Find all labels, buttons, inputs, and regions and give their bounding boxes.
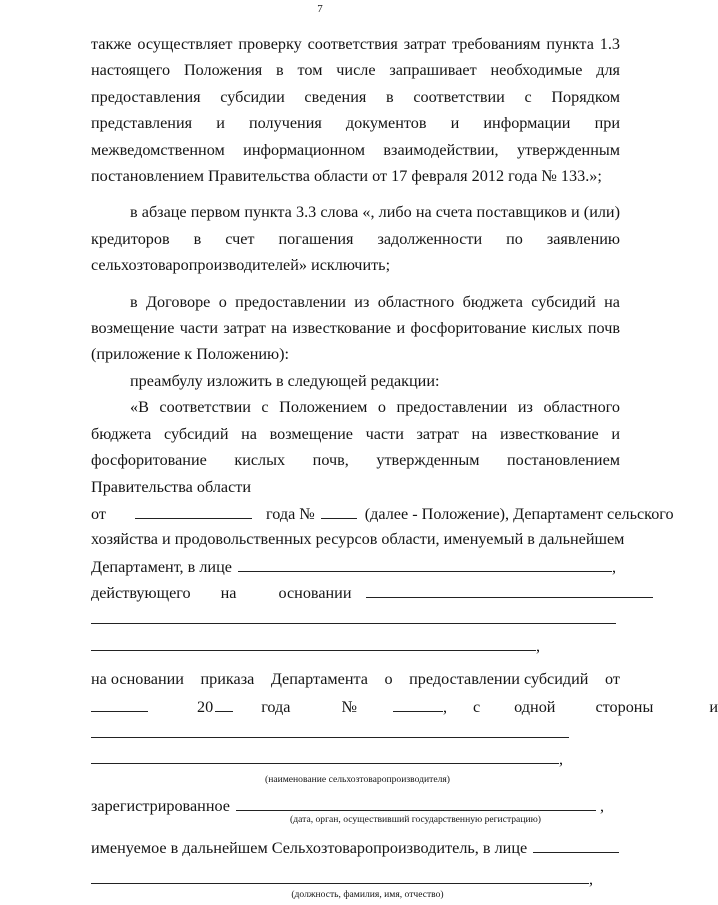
side-one: одной: [514, 697, 556, 716]
producer-representative-field[interactable]: [533, 834, 619, 853]
order-word: о: [384, 670, 393, 689]
form-row-named: [91, 834, 620, 860]
registered-label: зарегистрированное: [91, 796, 230, 815]
form-row-producer-1: [91, 719, 620, 745]
comma: ,: [611, 557, 616, 576]
basis-field[interactable]: [366, 579, 653, 598]
named-label: именуемое в дальнейшем Сельхозтоваропроизводитель, в лице: [91, 839, 528, 858]
form-row-blank-2: [91, 632, 620, 658]
form-row-order-date: [91, 693, 718, 719]
acting-on-label: на: [220, 584, 237, 603]
basis-continuation-field-2[interactable]: [91, 632, 536, 651]
and-word: и: [709, 697, 718, 716]
date-field[interactable]: [135, 500, 252, 519]
number-sign: №: [341, 697, 357, 716]
comma: ,: [599, 796, 605, 815]
paragraph-preamble-intro: преамбулу изложить в следующей редакции:: [130, 371, 440, 390]
paragraph-contract: в Договоре о предоставлении из областного бюджета субсидий на возмещение части затрат на известкование и фосфоритование кислых почв (приложение к Положению):: [91, 292, 620, 364]
ministry-text: хозяйства и продовольственных ресурсов области, именуемый в дальнейшем: [91, 530, 625, 549]
comma: ,: [536, 636, 541, 655]
caption-person: (должность, фамилия, имя, отчество): [291, 888, 444, 900]
form-row-ministry: [91, 526, 625, 552]
form-row-blank-1: [91, 605, 620, 631]
comma: ,: [589, 869, 594, 888]
producer-name-field-2[interactable]: [91, 745, 559, 764]
paragraph-item-3-3: в абзаце первом пункта 3.3 слова «, либо на счета поставщиков и (или) кредиторов в счет погашения задолженности по заявлению сельхозтоваропроизводителей» исключить;: [91, 203, 620, 275]
order-word: приказа: [200, 670, 255, 689]
order-word: предоставлении субсидий: [409, 670, 589, 689]
acting-basis-label: основании: [278, 584, 352, 603]
form-row-department: [91, 553, 620, 579]
year-prefix: 20: [197, 697, 214, 716]
order-word: от: [605, 670, 620, 689]
form-row-order: [91, 666, 620, 692]
producer-name-field[interactable]: [91, 719, 569, 738]
side-with: с: [472, 697, 481, 716]
department-representative-field[interactable]: [238, 553, 612, 572]
page-number: 7: [317, 3, 323, 15]
from-label: от: [91, 504, 106, 523]
side-word: стороны: [595, 697, 654, 716]
order-date-field[interactable]: [91, 693, 148, 712]
registration-field[interactable]: [236, 792, 596, 811]
year-number-label: года №: [265, 504, 315, 523]
order-word: Департамента: [270, 670, 368, 689]
caption-producer: (наименование сельхозтоваропроизводителя): [265, 773, 450, 785]
form-row-person: [91, 865, 620, 891]
year-word: года: [261, 697, 291, 716]
acting-label: действующего: [91, 584, 191, 603]
paragraph-continuation: также осуществляет проверку соответствия затрат требованиям пункта 1.3 настоящего Положения в том числе запрашивает необходимые для предоставления субсидии сведения в соответствии с Порядком представления и получения документов и информации при межведомственном информационном взаимодействии, утвержденным постановлением Правительства области от 17 февраля 2012 года № 133.»;: [91, 35, 620, 186]
order-word: на основании: [91, 670, 184, 689]
order-number-field[interactable]: [393, 693, 443, 712]
order-year-field[interactable]: [215, 693, 233, 712]
comma: ,: [559, 750, 564, 769]
person-field[interactable]: [91, 865, 589, 884]
department-label: Департамент, в лице: [91, 557, 232, 576]
after-number-text: (далее - Положение), Департамент сельского: [364, 504, 674, 523]
form-row-acting: [91, 579, 620, 605]
form-row-producer-2: [91, 745, 620, 771]
caption-registration: (дата, орган, осуществивший государственную регистрацию): [290, 814, 541, 826]
basis-continuation-field[interactable]: [91, 605, 616, 624]
resolution-number-field[interactable]: [321, 500, 357, 519]
comma: ,: [442, 697, 447, 716]
form-row-date: [91, 500, 674, 526]
document-body: [91, 31, 718, 901]
paragraph-preamble-text: «В соответствии с Положением о предоставлении из областного бюджета субсидий на возмещение части затрат на известкование и фосфоритование кислых почв, утвержденным постановлением Правительства области: [91, 398, 620, 496]
